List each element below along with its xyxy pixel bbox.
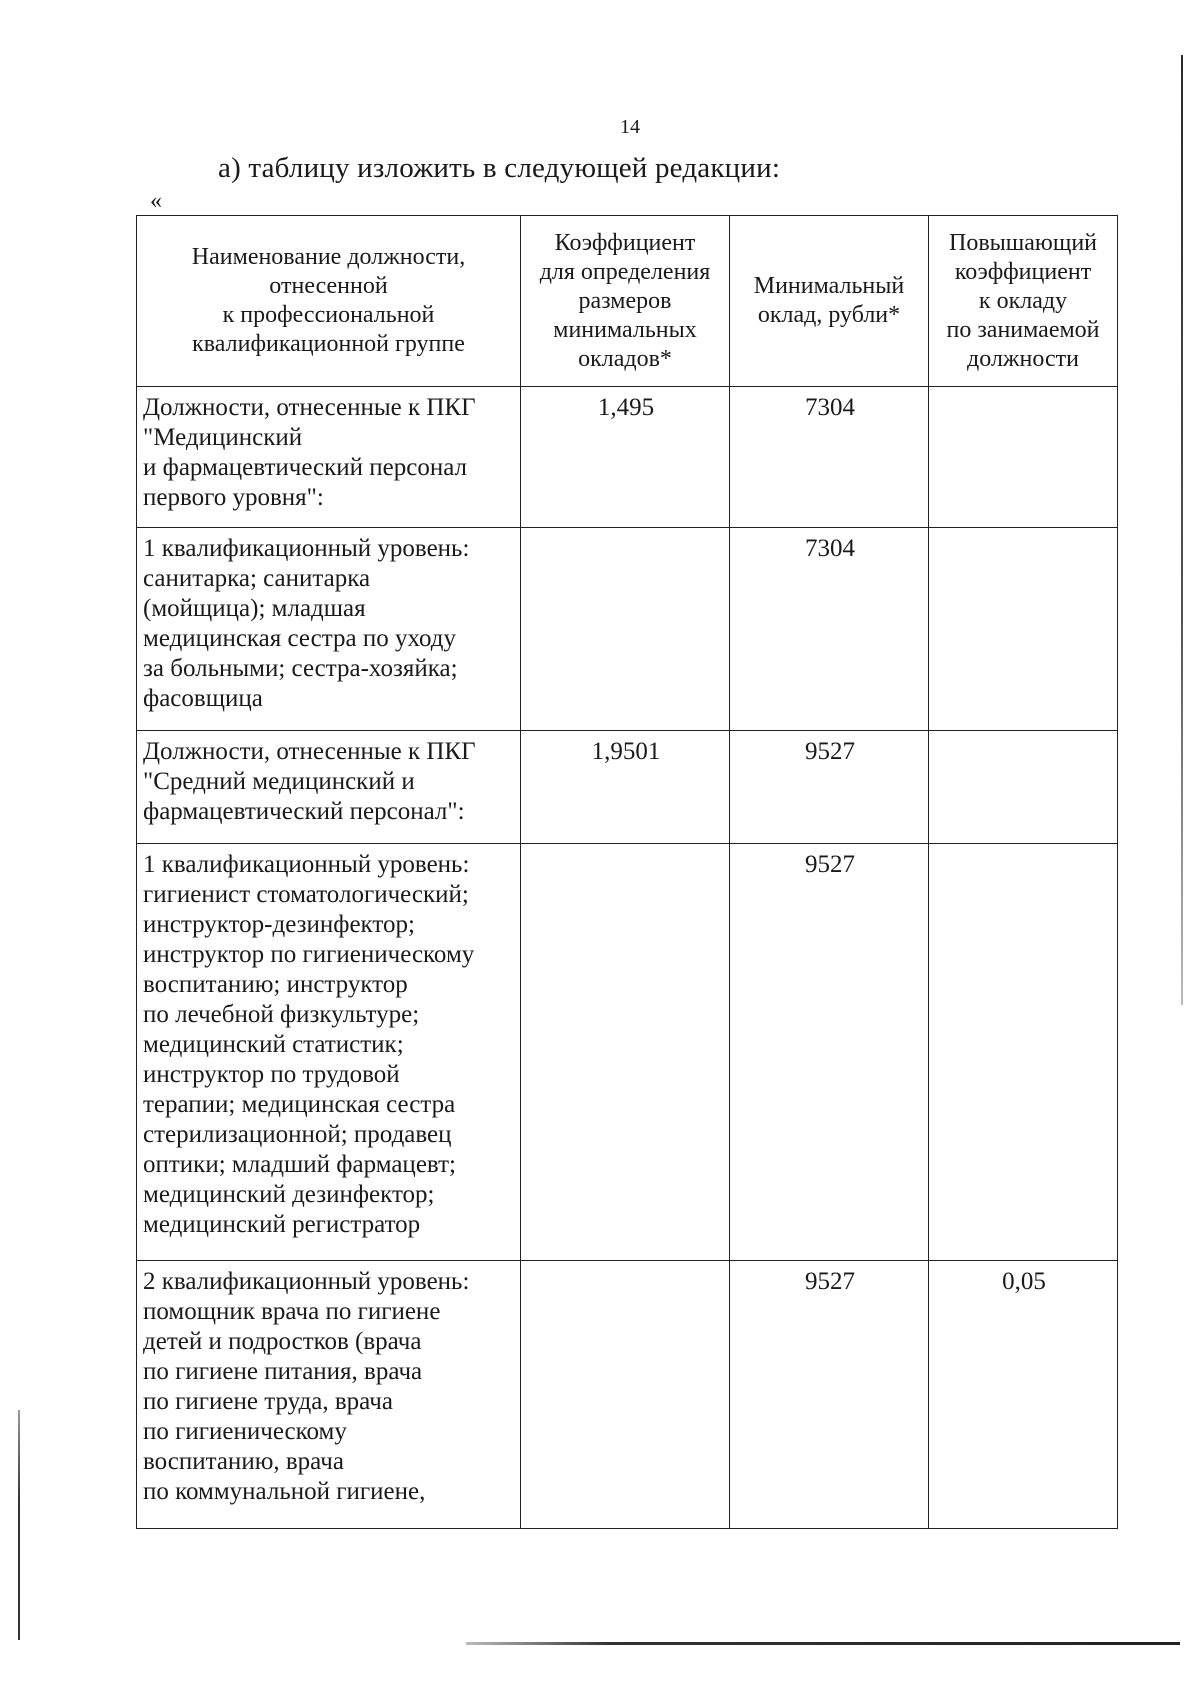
table-row [137,387,1118,528]
scan-edge-bottom [466,1642,1180,1645]
table-row [137,731,1118,844]
salary-cell: 9527 [730,1261,929,1529]
raise-cell [929,387,1118,528]
opening-quote-mark: « [150,188,162,214]
salary-cell: 7304 [730,387,929,528]
page-number: 14 [620,116,640,138]
header-raise-coefficient: Повышающий коэффициент к окладу по занимаемой должности [929,216,1118,387]
coefficient-cell: 1,9501 [521,731,730,844]
salary-cell: 7304 [730,528,929,731]
header-coefficient: Коэффициент для определения размеров минимальных окладов* [521,216,730,387]
raise-cell: 0,05 [929,1261,1118,1529]
scan-edge-right [1181,55,1183,1005]
salary-cell: 9527 [730,844,929,1261]
position-cell: 2 квалификационный уровень: помощник врача по гигиене детей и подростков (врача по гигиене питания, врача по гигиене труда, врача по гигиеническому воспитанию, врача по коммунальной гигиене, [137,1261,521,1529]
salary-table [136,215,1118,1529]
position-cell: 1 квалификационный уровень: санитарка; санитарка (мойщица); младшая медицинская сестра по уходу за больными; сестра-хозяйка; фасовщица [137,528,521,731]
raise-cell [929,844,1118,1261]
raise-cell [929,528,1118,731]
scan-edge-left [18,1410,20,1640]
coefficient-cell: 1,495 [521,387,730,528]
header-min-salary: Минимальный оклад, рубли* [730,216,929,387]
table-row [137,844,1118,1261]
coefficient-cell [521,528,730,731]
table-row [137,1261,1118,1529]
position-cell: 1 квалификационный уровень: гигиенист стоматологический; инструктор-дезинфектор; инструктор по гигиеническому воспитанию; инструктор по лечебной физкультуре; медицинский статистик; инструктор по трудовой терапии; медицинская сестра стерилизационной; продавец оптики; младший фармацевт; медицинский дезинфектор; медицинский регистратор [137,844,521,1261]
header-position-name: Наименование должности, отнесенной к профессиональной квалификационной группе [137,216,521,387]
intro-text: а) таблицу изложить в следующей редакции: [218,152,781,184]
table-header-row [137,216,1118,387]
table-row [137,528,1118,731]
raise-cell [929,731,1118,844]
coefficient-cell [521,1261,730,1529]
position-cell: Должности, отнесенные к ПКГ "Медицинский и фармацевтический персонал первого уровня": [137,387,521,528]
salary-cell: 9527 [730,731,929,844]
coefficient-cell [521,844,730,1261]
position-cell: Должности, отнесенные к ПКГ "Средний медицинский и фармацевтический персонал": [137,731,521,844]
